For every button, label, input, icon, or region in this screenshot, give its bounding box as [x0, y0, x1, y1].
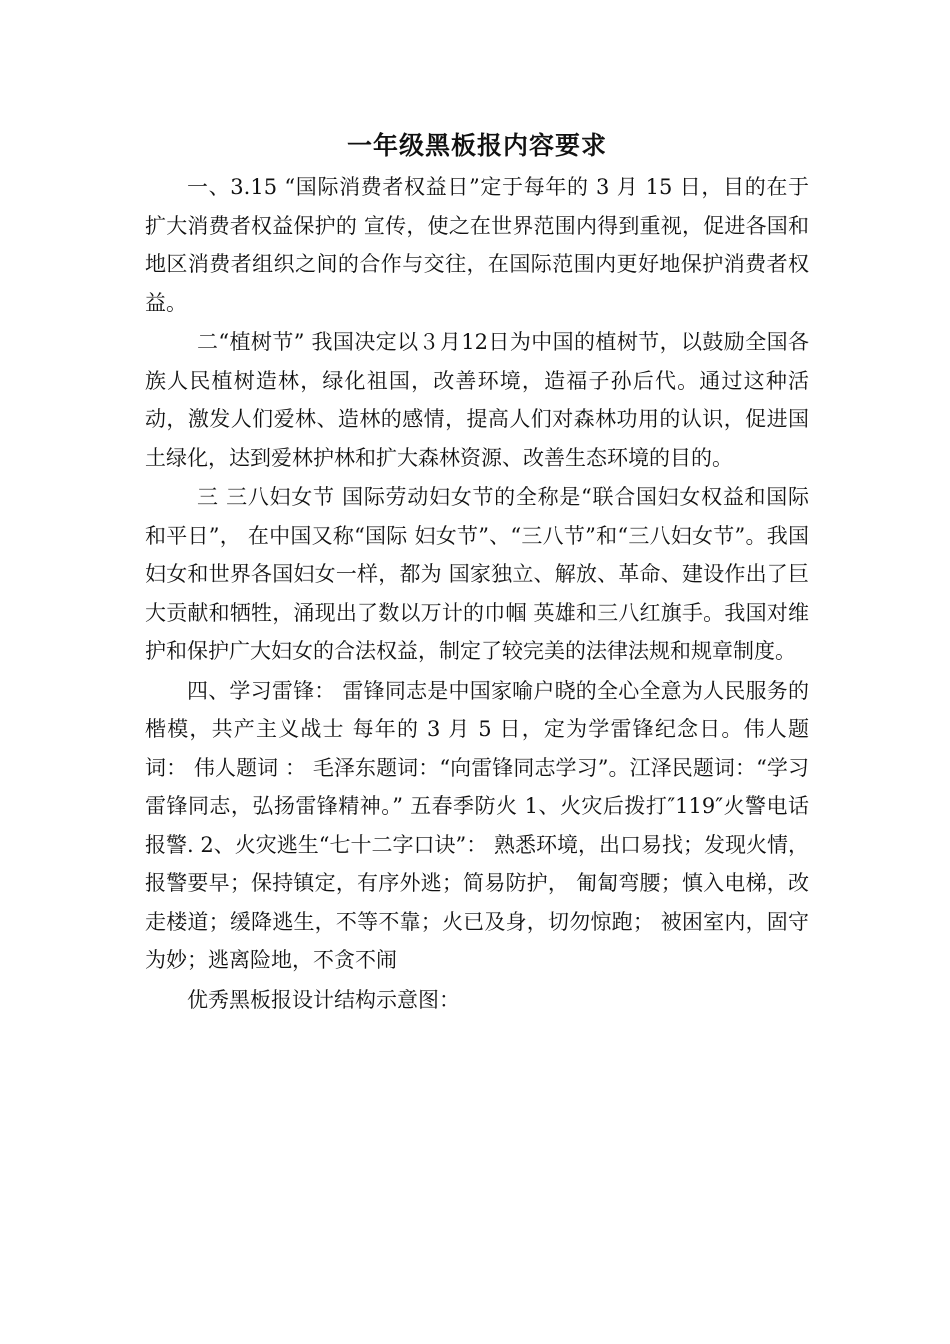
- paragraph-arbor-day: 二“植树节” 我国决定以３月12日为中国的植树节，以鼓励全国各族人民植树造林，绿化祖国，改善环境，造福子孙后代。通过这种活动，激发人们爱林、造林的感情，提高人们对森林功用的认识，促进国土绿化，达到爱林护林和扩大森林资源、改善生态环境的目的。: [145, 330, 809, 470]
- paragraph-consumer-rights-day: 一、3.15 “国际消费者权益日”定于每年的 3 月 15 日，目的在于扩大消费者权益保护的 宣传，使之在世界范围内得到重视，促进各国和地区消费者组织之间的合作与交往，在国际范围内更好地保护消费者权益。: [145, 175, 809, 315]
- document-title: 一年级黑板报内容要求: [346, 131, 607, 160]
- paragraph-womens-day: 三 三八妇女节 国际劳动妇女节的全称是“联合国妇女权益和国际和平日”， 在中国又称“国际 妇女节”、“三八节”和“三八妇女节”。我国妇女和世界各国妇女一样，都为 国家独立、解放、革命、建设作出了巨大贡献和牺牲，涌现出了数以万计的巾帼 英雄和三八红旗手。我国对维护和保护广大妇女的合法权益，制定了较完美的法律法规和规章制度。: [145, 485, 809, 663]
- paragraph-learn-from-leifeng: 四、学习雷锋： 雷锋同志是中国家喻户晓的全心全意为人民服务的楷模，共产主义战士 每年的 3 月 5 日，定为学雷锋纪念日。伟人题词： 伟人题词 ： 毛泽东题词：“向雷锋同志学习”。江泽民题词：“学习雷锋同志，弘扬雷锋精神。” 五春季防火 1、火灾后拨打″119″火警电话报警. 2、火灾逃生“七十二字口诀”： 熟悉环境，出口易找；发现火情，报警要早；保持镇定，有序外逃；简易防护， 匍匐弯腰；慎入电梯，改走楼道；缓降逃生，不等不靠；火已及身，切勿惊跑； 被困室内，固守为妙；逃离险地，不贪不闹: [145, 678, 809, 972]
- paragraph-design-diagram-caption: 优秀黑板报设计结构示意图：: [187, 987, 460, 1012]
- document-page: [145, 128, 809, 1019]
